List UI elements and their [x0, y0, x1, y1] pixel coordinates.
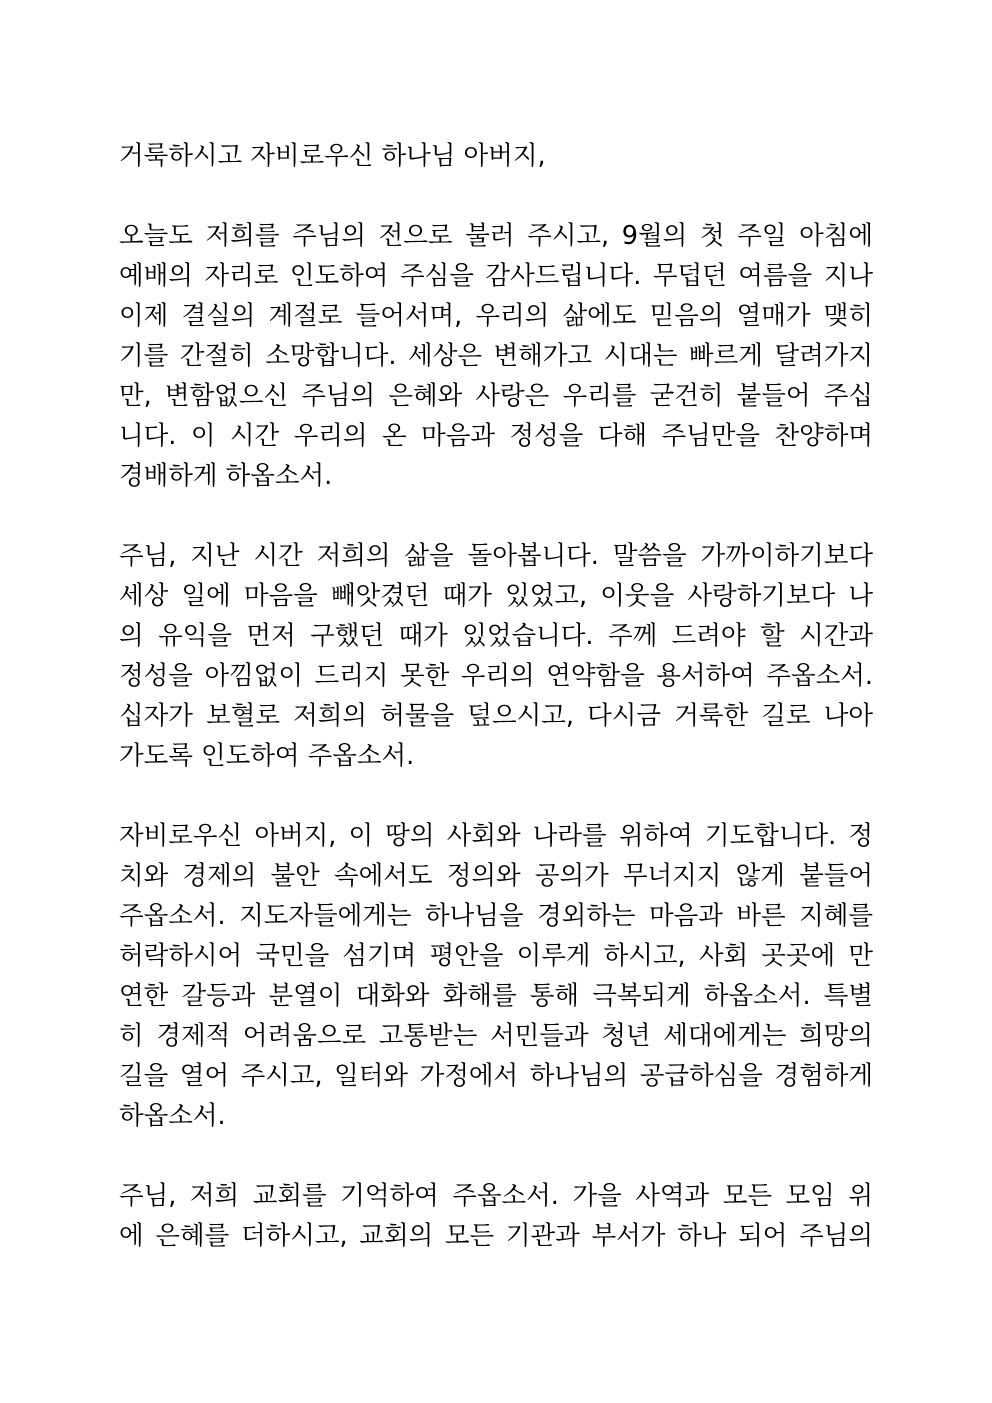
text-line: 거룩하시고 자비로우신 하나님 아버지, [119, 141, 546, 171]
text-line: 자비로우신 아버지, 이 땅의 사회와 나라를 위하여 기도합니다. 정 [119, 821, 873, 851]
text-line: 정성을 아낌없이 드리지 못한 우리의 연약함을 용서하여 주옵소서. [119, 661, 873, 691]
text-line: 하옵소서. [119, 1101, 226, 1131]
text-line: 오늘도 저희를 주님의 전으로 불러 주시고, 9월의 첫 주일 아침에 [119, 221, 873, 251]
text-line: 기를 간절히 소망합니다. 세상은 변해가고 시대는 빠르게 달려가지 [119, 341, 873, 371]
text-line: 주님, 저희 교회를 기억하여 주옵소서. 가을 사역과 모든 모임 위 [119, 1181, 873, 1211]
text-line: 예배의 자리로 인도하여 주심을 감사드립니다. 무덥던 여름을 지나 [119, 261, 873, 291]
text-line: 십자가 보혈로 저희의 허물을 덮으시고, 다시금 거룩한 길로 나아 [119, 701, 873, 731]
text-line: 만, 변함없으신 주님의 은혜와 사랑은 우리를 굳건히 붙들어 주십 [119, 381, 873, 411]
text-line: 길을 열어 주시고, 일터와 가정에서 하나님의 공급하심을 경험하게 [119, 1061, 873, 1091]
text-line: 주옵소서. 지도자들에게는 하나님을 경외하는 마음과 바른 지혜를 [119, 901, 873, 931]
text-line: 니다. 이 시간 우리의 온 마음과 정성을 다해 주님만을 찬양하며 [119, 421, 873, 451]
text-line: 가도록 인도하여 주옵소서. [119, 741, 415, 771]
paragraph-salutation [119, 136, 873, 176]
text-line: 경배하게 하옵소서. [119, 461, 333, 491]
text-line: 허락하시어 국민을 섬기며 평안을 이루게 하시고, 사회 곳곳에 만 [119, 941, 873, 971]
text-line: 세상 일에 마음을 빼앗겼던 때가 있었고, 이웃을 사랑하기보다 나 [119, 581, 873, 611]
paragraph-thanksgiving [119, 216, 873, 496]
text-line: 이제 결실의 계절로 들어서며, 우리의 삶에도 믿음의 열매가 맺히 [119, 301, 873, 331]
text-line: 의 유익을 먼저 구했던 때가 있었습니다. 주께 드려야 할 시간과 [119, 621, 873, 651]
text-line: 히 경제적 어려움으로 고통받는 서민들과 청년 세대에게는 희망의 [119, 1021, 873, 1051]
paragraph-church [119, 1176, 873, 1256]
paragraph-nation [119, 816, 873, 1136]
paragraph-confession [119, 536, 873, 776]
text-line: 연한 갈등과 분열이 대화와 화해를 통해 극복되게 하옵소서. 특별 [119, 981, 873, 1011]
text-line: 에 은혜를 더하시고, 교회의 모든 기관과 부서가 하나 되어 주님의 [119, 1221, 873, 1251]
text-line: 주님, 지난 시간 저희의 삶을 돌아봅니다. 말씀을 가까이하기보다 [119, 541, 873, 571]
text-line: 치와 경제의 불안 속에서도 정의와 공의가 무너지지 않게 붙들어 [119, 861, 873, 891]
prayer-text [119, 136, 873, 1256]
